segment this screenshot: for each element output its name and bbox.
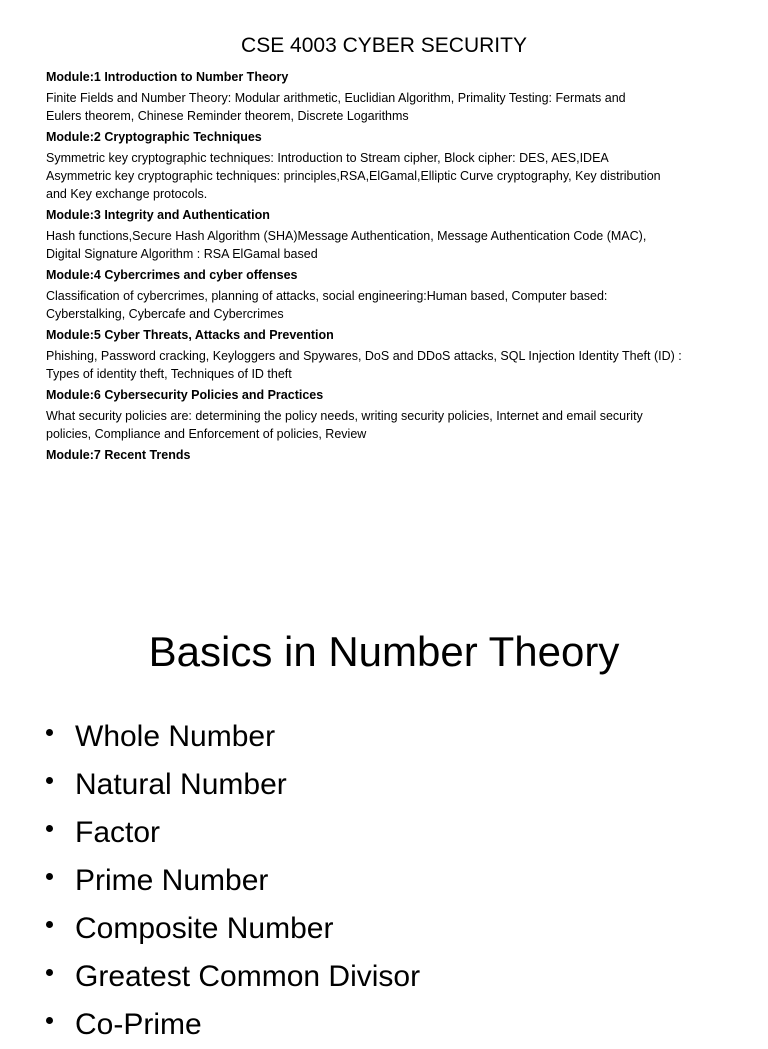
bullet-item bbox=[0, 761, 768, 809]
bullet-icon bbox=[46, 825, 53, 832]
slide-title: CSE 4003 CYBER SECURITY bbox=[241, 34, 527, 57]
bullet-item bbox=[0, 713, 768, 761]
bullet-item bbox=[0, 857, 768, 905]
module-description-line: Classification of cybercrimes, planning of attacks, social engineering:Human based, Computer based: bbox=[46, 289, 608, 303]
bullet-icon bbox=[46, 777, 53, 784]
module-heading: Module:2 Cryptographic Techniques bbox=[46, 130, 262, 144]
bullet-item bbox=[0, 1001, 768, 1041]
module-description-line: Phishing, Password cracking, Keyloggers and Spywares, DoS and DDoS attacks, SQL Injection Identity Theft (ID) : bbox=[46, 349, 682, 363]
module-description-line: Digital Signature Algorithm : RSA ElGamal based bbox=[46, 247, 318, 261]
module-5 bbox=[46, 326, 756, 383]
bullet-icon bbox=[46, 1017, 53, 1024]
bullet-icon bbox=[46, 873, 53, 880]
module-heading: Module:4 Cybercrimes and cyber offenses bbox=[46, 268, 298, 282]
bullet-icon bbox=[46, 729, 53, 736]
bullet-item bbox=[0, 953, 768, 1001]
bullet-item bbox=[0, 905, 768, 953]
module-description-line: Cyberstalking, Cybercafe and Cybercrimes bbox=[46, 307, 284, 321]
slide-title: Basics in Number Theory bbox=[148, 628, 620, 675]
bullet-text: Greatest Common Divisor bbox=[75, 960, 421, 993]
module-description-line: policies, Compliance and Enforcement of policies, Review bbox=[46, 427, 367, 441]
module-description-line: and Key exchange protocols. bbox=[46, 187, 208, 201]
module-6 bbox=[46, 386, 756, 443]
bullet-text: Whole Number bbox=[75, 720, 276, 753]
bullet-item bbox=[0, 809, 768, 857]
module-4 bbox=[46, 266, 756, 323]
module-description-line: Finite Fields and Number Theory: Modular arithmetic, Euclidian Algorithm, Primality Testing: Fermats and bbox=[46, 91, 626, 105]
slide-number-theory bbox=[0, 540, 768, 1041]
module-2 bbox=[46, 128, 756, 203]
module-heading: Module:6 Cybersecurity Policies and Practices bbox=[46, 388, 324, 402]
bullet-text: Composite Number bbox=[75, 912, 334, 945]
module-description-line: Types of identity theft, Techniques of ID theft bbox=[46, 367, 292, 381]
module-description-line: Asymmetric key cryptographic techniques: principles,RSA,ElGamal,Elliptic Curve cryptography, Key distribution bbox=[46, 169, 661, 183]
module-1 bbox=[46, 68, 756, 125]
module-list bbox=[46, 68, 756, 467]
module-3 bbox=[46, 206, 756, 263]
bullet-text: Natural Number bbox=[75, 768, 287, 801]
bullet-list bbox=[0, 713, 768, 1041]
bullet-text: Prime Number bbox=[75, 864, 269, 897]
module-description-line: Eulers theorem, Chinese Reminder theorem, Discrete Logarithms bbox=[46, 109, 409, 123]
module-description-line: Hash functions,Secure Hash Algorithm (SHA)Message Authentication, Message Authentication Code (MAC), bbox=[46, 229, 647, 243]
slide-syllabus bbox=[0, 0, 768, 520]
module-heading: Module:7 Recent Trends bbox=[46, 448, 191, 462]
bullet-text: Factor bbox=[75, 816, 161, 849]
module-heading: Module:1 Introduction to Number Theory bbox=[46, 70, 289, 84]
module-heading: Module:5 Cyber Threats, Attacks and Prevention bbox=[46, 328, 334, 342]
bullet-text: Co-Prime bbox=[75, 1008, 202, 1041]
bullet-icon bbox=[46, 921, 53, 928]
bullet-icon bbox=[46, 969, 53, 976]
module-description-line: What security policies are: determining the policy needs, writing security policies, Internet and email security bbox=[46, 409, 643, 423]
module-heading: Module:3 Integrity and Authentication bbox=[46, 208, 270, 222]
module-7 bbox=[46, 446, 756, 464]
module-description-line: Symmetric key cryptographic techniques: Introduction to Stream cipher, Block cipher: DES, AES,IDEA bbox=[46, 151, 609, 165]
